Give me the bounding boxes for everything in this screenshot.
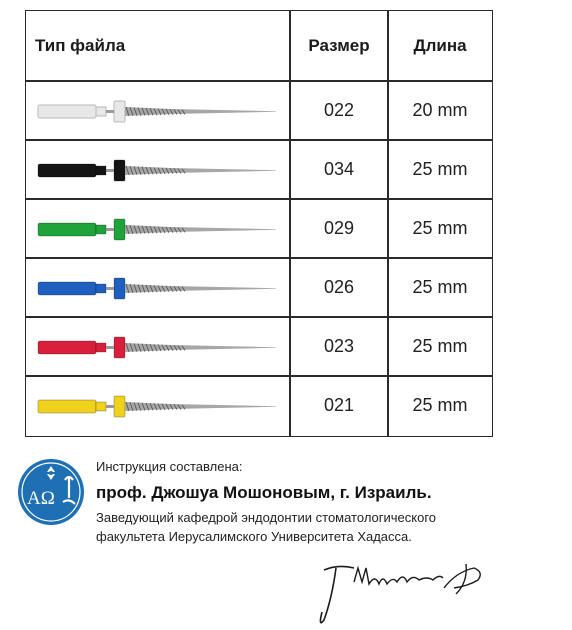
credit-author: проф. Джошуа Мошоновым, г. Израиль. <box>96 483 432 502</box>
table-row <box>26 258 492 317</box>
header-size: Размер <box>308 36 370 55</box>
length-value: 20 mm <box>412 100 468 120</box>
credit-intro: Инструкция составлена: <box>96 459 243 474</box>
credit-position: факультета Иерусалимского Университета Хадасса. <box>96 529 412 544</box>
table-header <box>26 11 492 81</box>
length-value: 25 mm <box>412 277 468 297</box>
header-length: Длина <box>413 36 467 55</box>
size-value: 026 <box>323 277 355 297</box>
table-row <box>26 81 492 140</box>
length-value: 25 mm <box>412 395 468 415</box>
length-value: 25 mm <box>412 336 468 356</box>
table-row <box>26 199 492 258</box>
size-value: 023 <box>323 336 355 356</box>
endodontic-file-icon <box>36 392 281 422</box>
size-value: 034 <box>323 159 355 179</box>
endodontic-file-icon <box>36 333 281 363</box>
endodontic-file-icon <box>36 215 281 245</box>
hadassah-university-logo-icon <box>17 458 85 526</box>
header-file-type: Тип файла <box>35 36 126 55</box>
svg-text:ΑΩ: ΑΩ <box>27 488 55 509</box>
length-value: 25 mm <box>412 218 468 238</box>
credit-position: Заведующий кафедрой эндодонтии стоматологического <box>96 510 437 525</box>
table-row <box>26 317 492 376</box>
endodontic-file-icon <box>36 156 281 186</box>
author-credit <box>0 450 572 630</box>
table-row <box>26 140 492 199</box>
length-value: 25 mm <box>412 159 468 179</box>
handwritten-signature <box>316 558 501 628</box>
file-size-table <box>25 10 493 437</box>
size-value: 022 <box>323 100 355 120</box>
endodontic-file-icon <box>36 274 281 304</box>
endodontic-file-icon <box>36 97 281 127</box>
size-value: 029 <box>323 218 355 238</box>
size-value: 021 <box>323 395 355 415</box>
table-row <box>26 376 492 435</box>
